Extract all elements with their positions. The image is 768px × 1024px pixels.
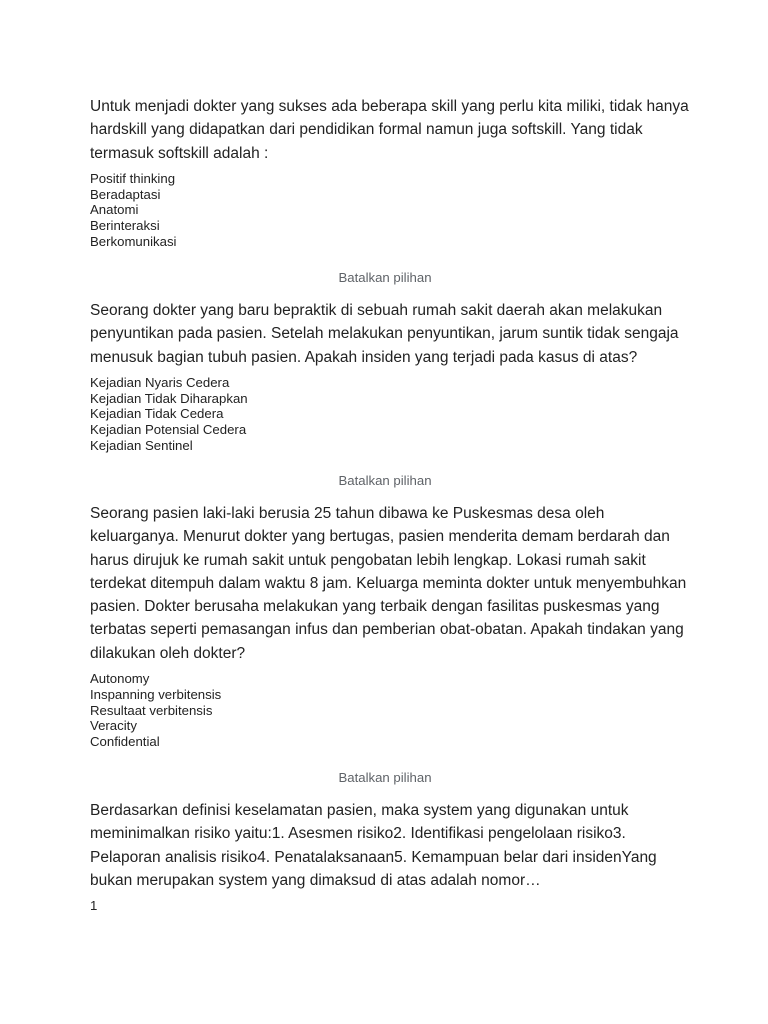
question-text: Seorang dokter yang baru bepraktik di sebuah rumah sakit daerah akan melakukan penyuntikan pada pasien. Setelah melakukan penyuntikan, jarum suntik tidak sengaja menusuk bagian tubuh pasien. Apakah insiden yang terjadi pada kasus di atas?	[90, 302, 679, 366]
option-item[interactable]: Kejadian Tidak Diharapkan	[90, 390, 248, 406]
option-item[interactable]: Positif thinking	[90, 170, 176, 186]
option-item[interactable]: Kejadian Sentinel	[90, 438, 193, 454]
option-item[interactable]: Kejadian Nyaris Cedera	[90, 374, 230, 390]
option-list	[90, 671, 690, 750]
question-text: Berdasarkan definisi keselamatan pasien, maka system yang digunakan untuk meminimalkan risiko yaitu:1. Asesmen risiko2. Identifikasi pengelolaan risiko3. Pelaporan analisis risiko4. Penatalaksanaan5. Kemampuan belar dari insidenYang bukan merupakan system yang dimaksud di atas adalah nomor…	[90, 802, 657, 889]
clear-selection-button[interactable]: Batalkan pilihan	[338, 473, 432, 488]
option-item[interactable]: Anatomi	[90, 202, 139, 218]
option-item[interactable]: Veracity	[90, 718, 137, 734]
option-item[interactable]: 1	[90, 898, 98, 914]
question-4	[90, 799, 690, 914]
option-item[interactable]: Confidential	[90, 734, 160, 750]
question-3	[90, 502, 690, 750]
question-1	[90, 95, 690, 250]
option-list	[90, 375, 690, 454]
clear-selection-button[interactable]: Batalkan pilihan	[338, 270, 432, 285]
question-text: Seorang pasien laki-laki berusia 25 tahun dibawa ke Puskesmas desa oleh keluarganya. Menurut dokter yang bertugas, pasien menderita demam berdarah dan harus dirujuk ke rumah sakit untuk pengobatan lebih lengkap. Lokasi rumah sakit terdekat ditempuh dalam waktu 8 jam. Keluarga meminta dokter untuk menyembuhkan pasien. Dokter berusaha melakukan yang terbaik dengan fasilitas puskesmas yang terbatas seperti pemasangan infus dan pemberian obat-obatan. Apakah tindakan yang dilakukan oleh dokter?	[90, 505, 687, 662]
clear-selection-button[interactable]: Batalkan pilihan	[338, 770, 432, 785]
option-item[interactable]: Inspanning verbitensis	[90, 686, 222, 702]
option-item[interactable]: Berinteraksi	[90, 218, 160, 234]
question-2	[90, 299, 690, 454]
option-item[interactable]: Kejadian Potensial Cedera	[90, 422, 247, 438]
option-item[interactable]: Autonomy	[90, 671, 150, 687]
option-list	[90, 898, 690, 914]
option-item[interactable]: Kejadian Tidak Cedera	[90, 406, 224, 422]
option-list	[90, 171, 690, 250]
option-item[interactable]: Berkomunikasi	[90, 234, 177, 250]
question-text: Untuk menjadi dokter yang sukses ada beberapa skill yang perlu kita miliki, tidak hanya hardskill yang didapatkan dari pendidikan formal namun juga softskill. Yang tidak termasuk softskill adalah :	[90, 98, 689, 162]
option-item[interactable]: Beradaptasi	[90, 186, 161, 202]
option-item[interactable]: Resultaat verbitensis	[90, 702, 213, 718]
